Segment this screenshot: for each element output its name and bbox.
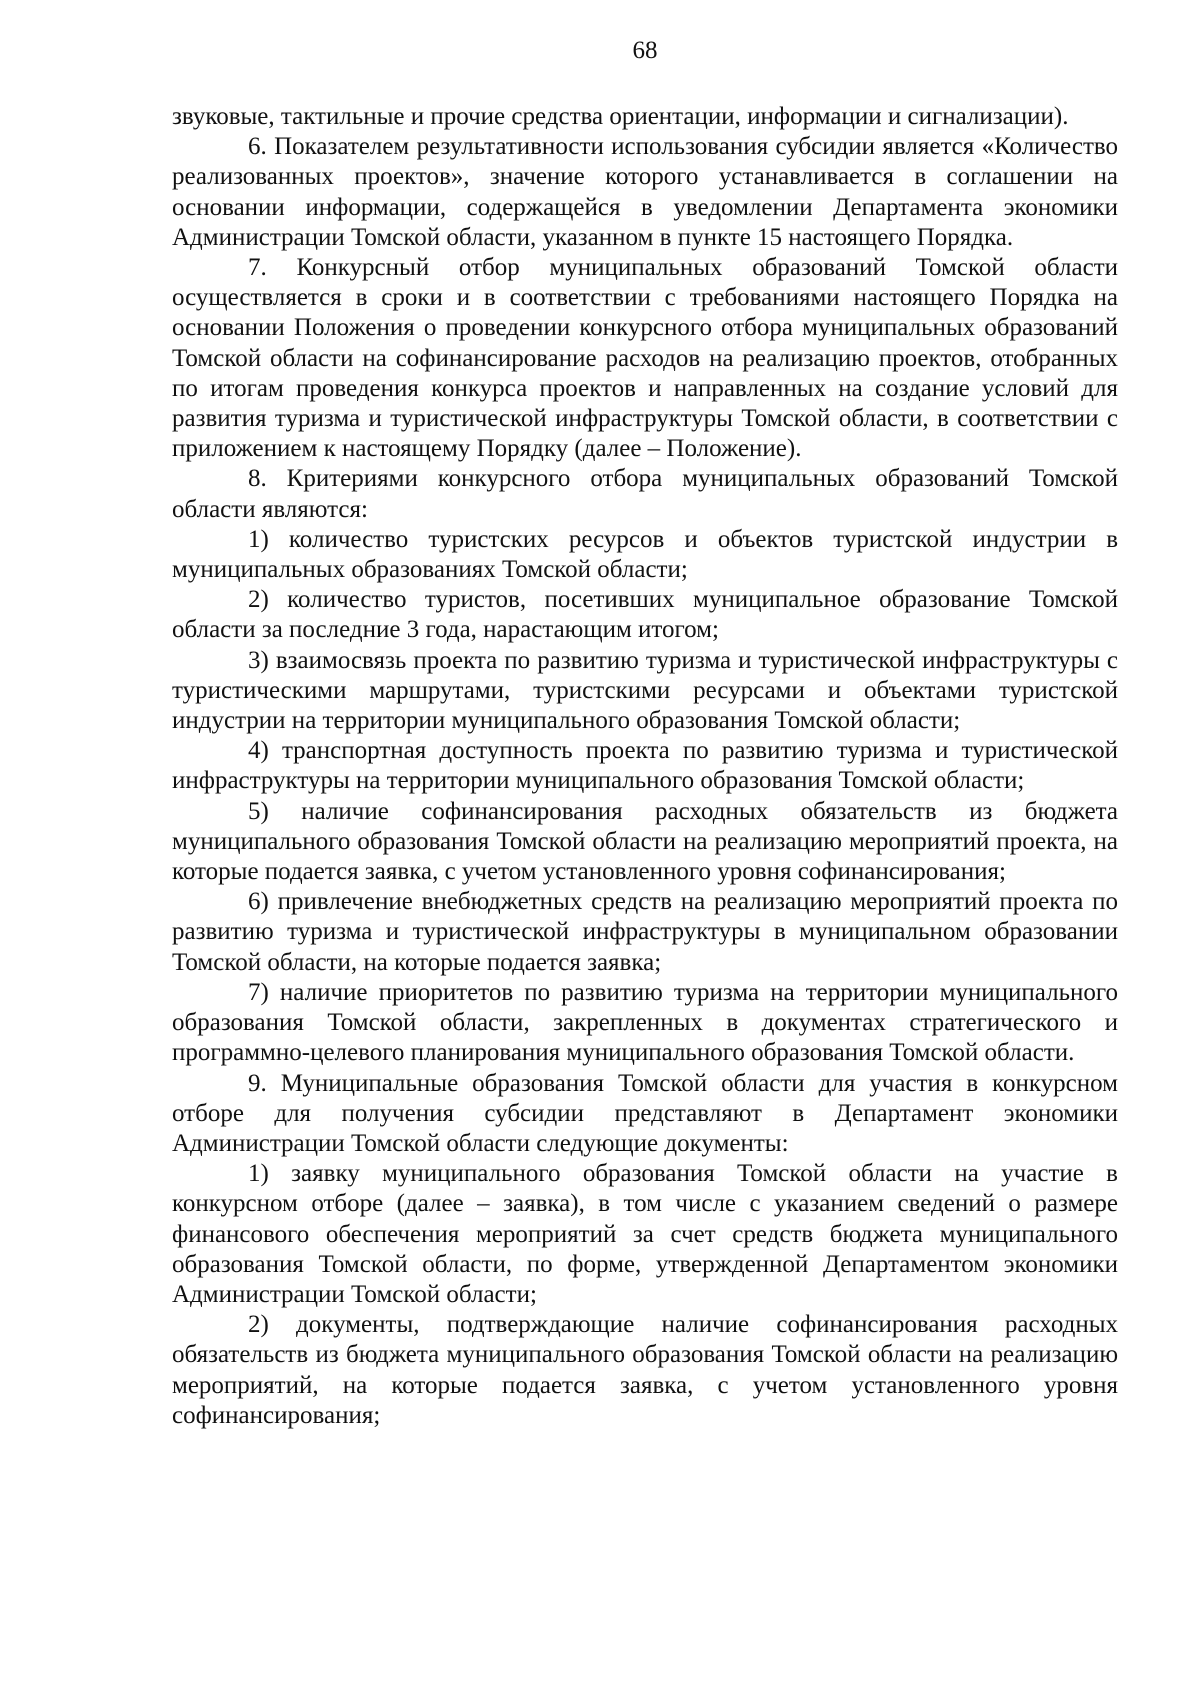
paragraph-6-performance-indicator: 6. Показателем результативности использования субсидии является «Количество реализованных проектов», значение которого устанавливается в соглашении на основании информации, содержащейся в уведомлении Департамента экономики Администрации Томской области, указанном в пункте 15 настоящего Порядка. xyxy=(172,133,1118,251)
criterion-1: 1) количество туристских ресурсов и объектов туристской индустрии в муниципальных образованиях Томской области; xyxy=(172,525,1118,584)
criterion-6: 6) привлечение внебюджетных средств на реализацию мероприятий проекта по развитию туризма и туристической инфраструктуры в муниципальном образовании Томской области, на которые подается заявка; xyxy=(172,888,1118,976)
criterion-5: 5) наличие софинансирования расходных обязательств из бюджета муниципального образования Томской области на реализацию мероприятий проекта, на которые подается заявка, с учетом установленного уровня софинансирования; xyxy=(172,797,1118,886)
criterion-3: 3) взаимосвязь проекта по развитию туризма и туристической инфраструктуры с туристическими маршрутами, туристскими ресурсами и объектами туристской индустрии на территории муниципального образования Томской области; xyxy=(172,646,1118,735)
document-page xyxy=(172,36,1118,1431)
paragraph-9-documents: 9. Муниципальные образования Томской области для участия в конкурсном отборе для получения субсидии представляют в Департамент экономики Администрации Томской области следующие документы: xyxy=(172,1069,1118,1157)
criterion-7: 7) наличие приоритетов по развитию туризма на территории муниципального образования Томской области, закрепленных в документах стратегического и программно-целевого планирования муниципального образования Томской области. xyxy=(172,978,1118,1067)
document-item-1: 1) заявку муниципального образования Томской области на участие в конкурсном отборе (далее – заявка), в том числе с указанием сведений о размере финансового обеспечения мероприятий за счет средств бюджета муниципального образования Томской области, по форме, утвержденной Департаментом экономики Администрации Томской области; xyxy=(172,1160,1118,1308)
paragraph-7-competitive-selection: 7. Конкурсный отбор муниципальных образований Томской области осуществляется в сроки и в соответствии с требованиями настоящего Порядка на основании Положения о проведении конкурсного отбора муниципальных образований Томской области на софинансирование расходов на реализацию проектов, отобранных по итогам проведения конкурса проектов и направленных на создание условий для развития туризма и туристической инфраструктуры Томской области, в соответствии с приложением к настоящему Порядку (далее – Положение). xyxy=(172,254,1118,463)
criterion-4: 4) транспортная доступность проекта по развитию туризма и туристической инфраструктуры на территории муниципального образования Томской области; xyxy=(172,737,1118,795)
document-item-2: 2) документы, подтверждающие наличие софинансирования расходных обязательств из бюджета муниципального образования Томской области на реализацию мероприятий, на которые подается заявка, с учетом установленного уровня софинансирования; xyxy=(172,1311,1118,1429)
paragraph-continuation: звуковые, тактильные и прочие средства ориентации, информации и сигнализации). xyxy=(172,103,1069,130)
page-number: 68 xyxy=(632,37,658,64)
criterion-2: 2) количество туристов, посетивших муниципальное образование Томской области за последние 3 года, нарастающим итогом; xyxy=(172,586,1118,644)
paragraph-8-criteria: 8. Критериями конкурсного отбора муниципальных образований Томской области являются: xyxy=(172,465,1118,523)
